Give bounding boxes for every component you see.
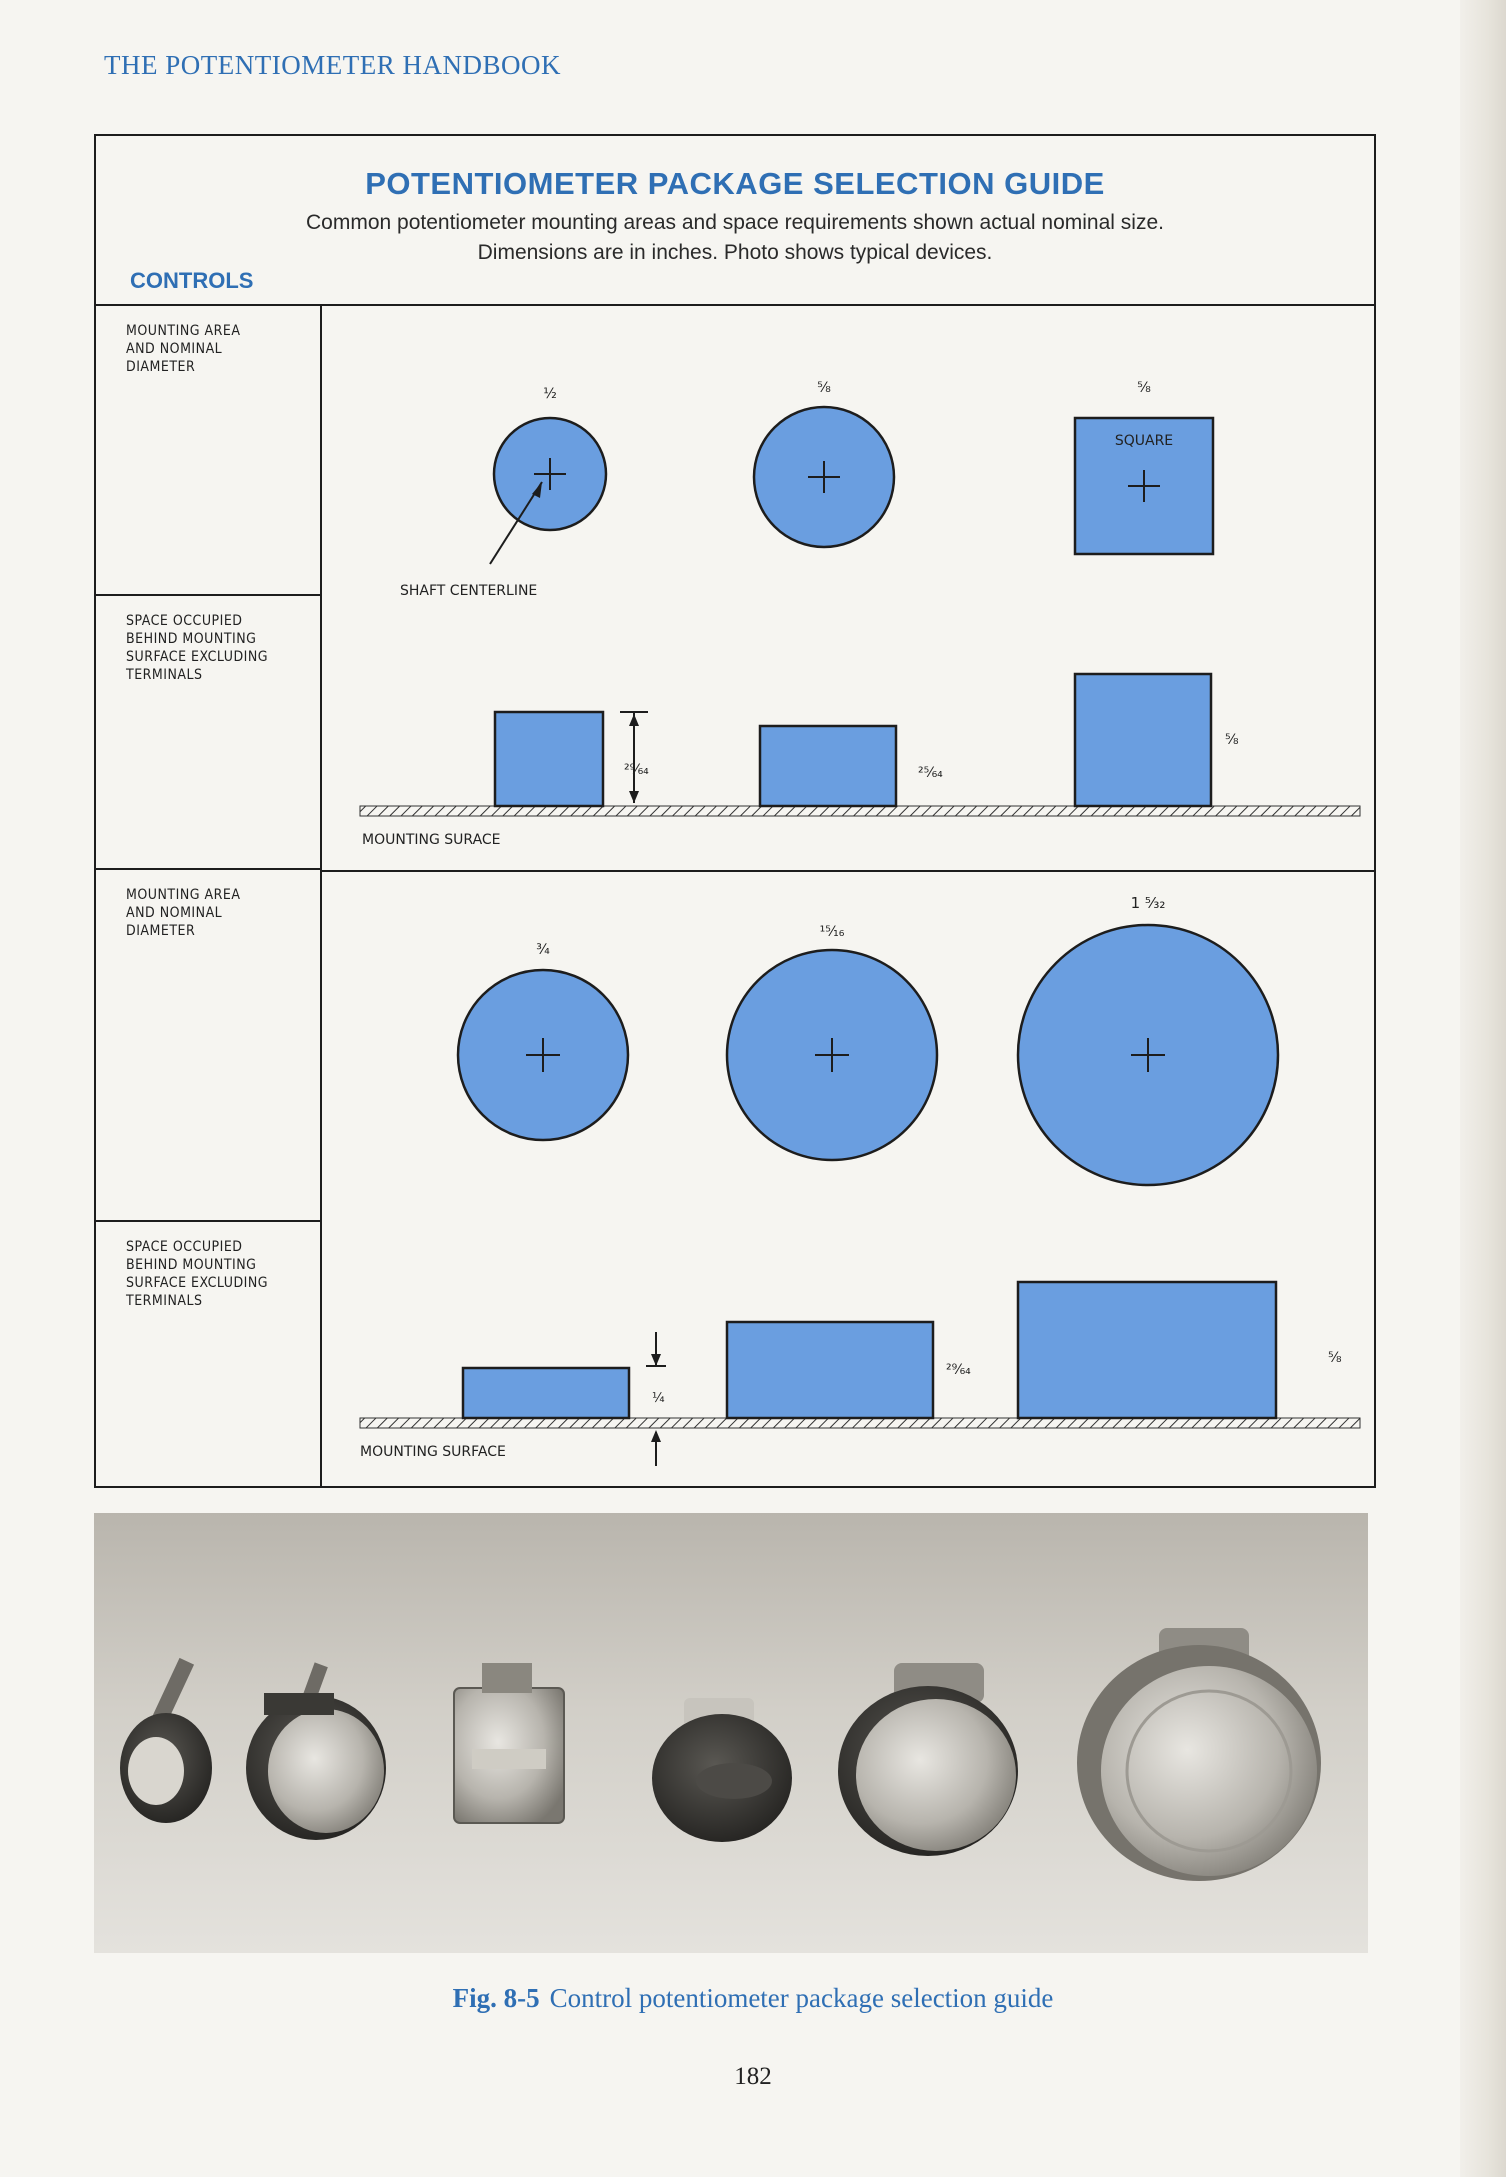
lower-depth-one-and-five-thirtyseconds <box>1018 1282 1342 1418</box>
figure-caption-text: Control potentiometer package selection guide <box>549 1983 1054 2013</box>
mounting-surface-hatch <box>360 806 1360 816</box>
depth-block <box>463 1368 629 1418</box>
depth-label: ²⁹⁄₆₄ <box>624 762 649 778</box>
figure-number: Fig. 8-5 <box>452 1983 540 2013</box>
dim-label: ⅝ <box>1137 380 1151 396</box>
selection-guide-panel <box>94 134 1376 1488</box>
upper-depth-five-eighths-round <box>760 726 943 806</box>
potentiometer-photo-illustration <box>94 1513 1368 1953</box>
figure-caption <box>0 1983 1506 2014</box>
label-mounting-area: MOUNTING AREA AND NOMINAL DIAMETER <box>126 323 241 375</box>
lower-fifteen-sixteenths-package <box>727 924 937 1160</box>
depth-label: ²⁵⁄₆₄ <box>918 765 943 781</box>
lower-three-quarter-package <box>458 942 628 1140</box>
dim-label: ¹⁵⁄₁₆ <box>819 924 845 940</box>
mounting-surface-hatch <box>360 1418 1360 1428</box>
page-edge-shadow <box>1460 0 1506 2177</box>
page-number: 182 <box>734 2063 772 2090</box>
dimension-arrow-icon <box>620 712 648 803</box>
potentiometer-device-6 <box>1077 1628 1321 1881</box>
label-space-occupied: SPACE OCCUPIED BEHIND MOUNTING SURFACE EXCLUDING TERMINALS <box>126 613 269 683</box>
depth-block <box>1075 674 1211 806</box>
label-space-occupied: SPACE OCCUPIED BEHIND MOUNTING SURFACE EXCLUDING TERMINALS <box>126 1239 269 1309</box>
depth-label: ¼ <box>652 1391 665 1406</box>
dim-label: ½ <box>543 386 557 402</box>
upper-depth-five-eighths-square <box>1075 674 1239 806</box>
depth-label: ⅝ <box>1225 732 1239 748</box>
dim-label: 1 ⁵⁄₃₂ <box>1130 894 1166 912</box>
dim-label: ¾ <box>536 942 550 958</box>
guide-title: POTENTIOMETER PACKAGE SELECTION GUIDE <box>365 166 1105 201</box>
guide-subtitle-line-1: Common potentiometer mounting areas and space requirements shown actual nominal size. <box>306 211 1164 234</box>
lower-depth-fifteen-sixteenths <box>727 1322 971 1418</box>
potentiometer-device-1 <box>120 1658 212 1823</box>
shaft-centerline-label: SHAFT CENTERLINE <box>400 583 538 599</box>
upper-five-eighths-round-package <box>754 380 894 547</box>
upper-five-eighths-square-package <box>1075 380 1213 554</box>
mounting-surface-label: MOUNTING SURACE <box>362 832 501 848</box>
controls-label: CONTROLS <box>130 268 254 293</box>
depth-block <box>727 1322 933 1418</box>
package-drawings <box>96 136 1374 1486</box>
upper-depth-half-inch <box>495 712 649 806</box>
potentiometer-device-5 <box>838 1663 1018 1856</box>
device-photograph <box>94 1513 1368 1953</box>
running-head: THE POTENTIOMETER HANDBOOK <box>104 50 561 80</box>
mounting-surface-label: MOUNTING SURFACE <box>360 1444 506 1460</box>
depth-label: ⅝ <box>1328 1350 1342 1366</box>
dim-label: ⅝ <box>817 380 831 396</box>
lower-one-and-five-thirtyseconds-package <box>1018 894 1278 1185</box>
potentiometer-device-4 <box>652 1698 792 1842</box>
square-label: SQUARE <box>1114 433 1174 449</box>
potentiometer-device-3 <box>454 1663 564 1823</box>
label-mounting-area: MOUNTING AREA AND NOMINAL DIAMETER <box>126 887 241 939</box>
upper-half-inch-package <box>494 386 606 530</box>
depth-block <box>760 726 896 806</box>
depth-block <box>495 712 603 806</box>
guide-subtitle-line-2: Dimensions are in inches. Photo shows typical devices. <box>477 241 993 264</box>
potentiometer-device-2 <box>246 1662 386 1840</box>
depth-block <box>1018 1282 1276 1418</box>
depth-label: ²⁹⁄₆₄ <box>946 1362 971 1378</box>
